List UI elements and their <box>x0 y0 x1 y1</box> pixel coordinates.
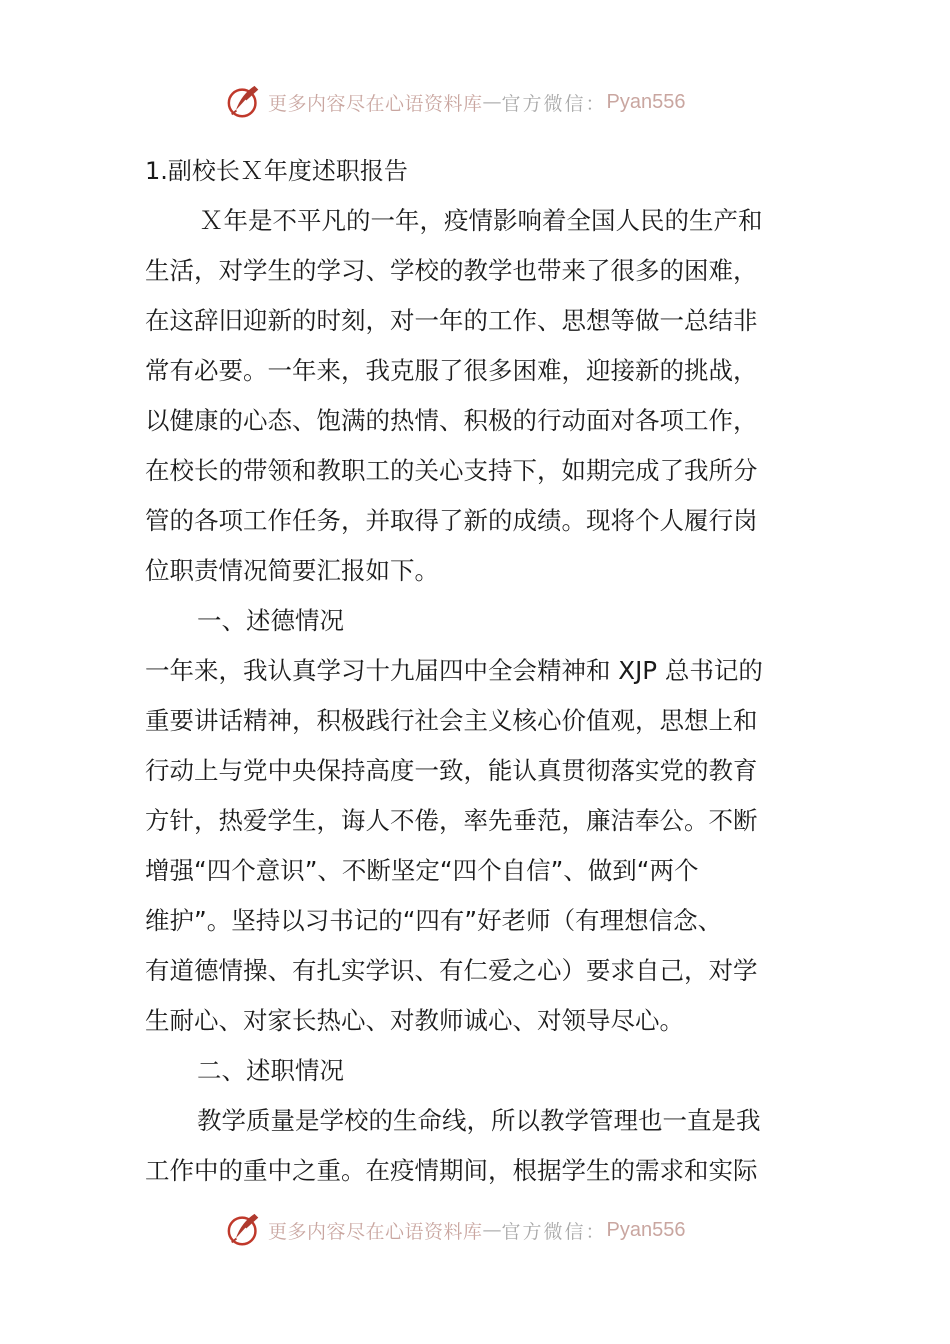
paragraph-line: 有道德情操、有扎实学识、有仁爱之心）要求自己，对学 <box>145 956 758 985</box>
paragraph-line: 在校长的带领和教职工的关心支持下，如期完成了我所分 <box>145 456 758 485</box>
paragraph-line: 管的各项工作任务，并取得了新的成绩。现将个人履行岗 <box>145 506 758 535</box>
paragraph-line: 常有必要。一年来，我克服了很多困难，迎接新的挑战， <box>145 356 758 385</box>
paragraph-line: 生耐心、对家长热心、对教师诚心、对领导尽心。 <box>145 1006 684 1035</box>
banner-wechat-label: 官方微信： <box>501 92 607 115</box>
banner-wechat-id: Pyan556 <box>606 90 686 113</box>
paragraph-line: 维护”。坚持以习书记的“四有”好老师（有理想信念、 <box>145 906 723 935</box>
quill-pen-circle-icon <box>226 1211 264 1249</box>
document-body <box>145 146 815 1196</box>
document-title: 1.副校长Ｘ年度述职报告 <box>145 157 408 185</box>
banner-dash: — <box>482 91 502 113</box>
paragraph-line: 生活，对学生的学习、学校的教学也带来了很多的困难， <box>145 256 758 285</box>
paragraph-line: 行动上与党中央保持高度一致，能认真贯彻落实党的教育 <box>145 756 758 785</box>
banner-dash: — <box>482 1219 502 1241</box>
paragraph-line: 位职责情况简要汇报如下。 <box>145 556 439 585</box>
banner-site-name: 更多内容尽在心语资料库 <box>268 1220 483 1243</box>
paragraph-line: 在这辞旧迎新的时刻，对一年的工作、思想等做一总结非 <box>145 306 758 335</box>
paragraph-line: 重要讲话精神，积极践行社会主义核心价值观，思想上和 <box>145 706 758 735</box>
banner-wechat-label: 官方微信： <box>501 1220 607 1243</box>
banner-site-name: 更多内容尽在心语资料库 <box>268 92 483 115</box>
paragraph-line: 以健康的心态、饱满的热情、积极的行动面对各项工作， <box>145 406 758 435</box>
paragraph-line: 增强“四个意识”、不断坚定“四个自信”、做到“两个 <box>145 856 699 885</box>
banner-wechat-id: Pyan556 <box>606 1218 686 1241</box>
header-banner <box>226 82 686 122</box>
footer-banner <box>226 1210 686 1250</box>
paragraph-line: 工作中的重中之重。在疫情期间，根据学生的需求和实际 <box>145 1156 758 1185</box>
paragraph-line: Ｘ年是不平凡的一年，疫情影响着全国人民的生产和 <box>199 206 763 235</box>
paragraph-line: 一年来，我认真学习十九届四中全会精神和 XJP 总书记的 <box>145 656 763 685</box>
paragraph-line: 教学质量是学校的生命线，所以教学管理也一直是我 <box>197 1106 761 1135</box>
section-heading: 二、述职情况 <box>197 1056 344 1085</box>
paragraph-line: 方针，热爱学生，诲人不倦，率先垂范，廉洁奉公。不断 <box>145 806 758 835</box>
section-heading: 一、述德情况 <box>197 606 344 635</box>
quill-pen-circle-icon <box>226 83 264 121</box>
